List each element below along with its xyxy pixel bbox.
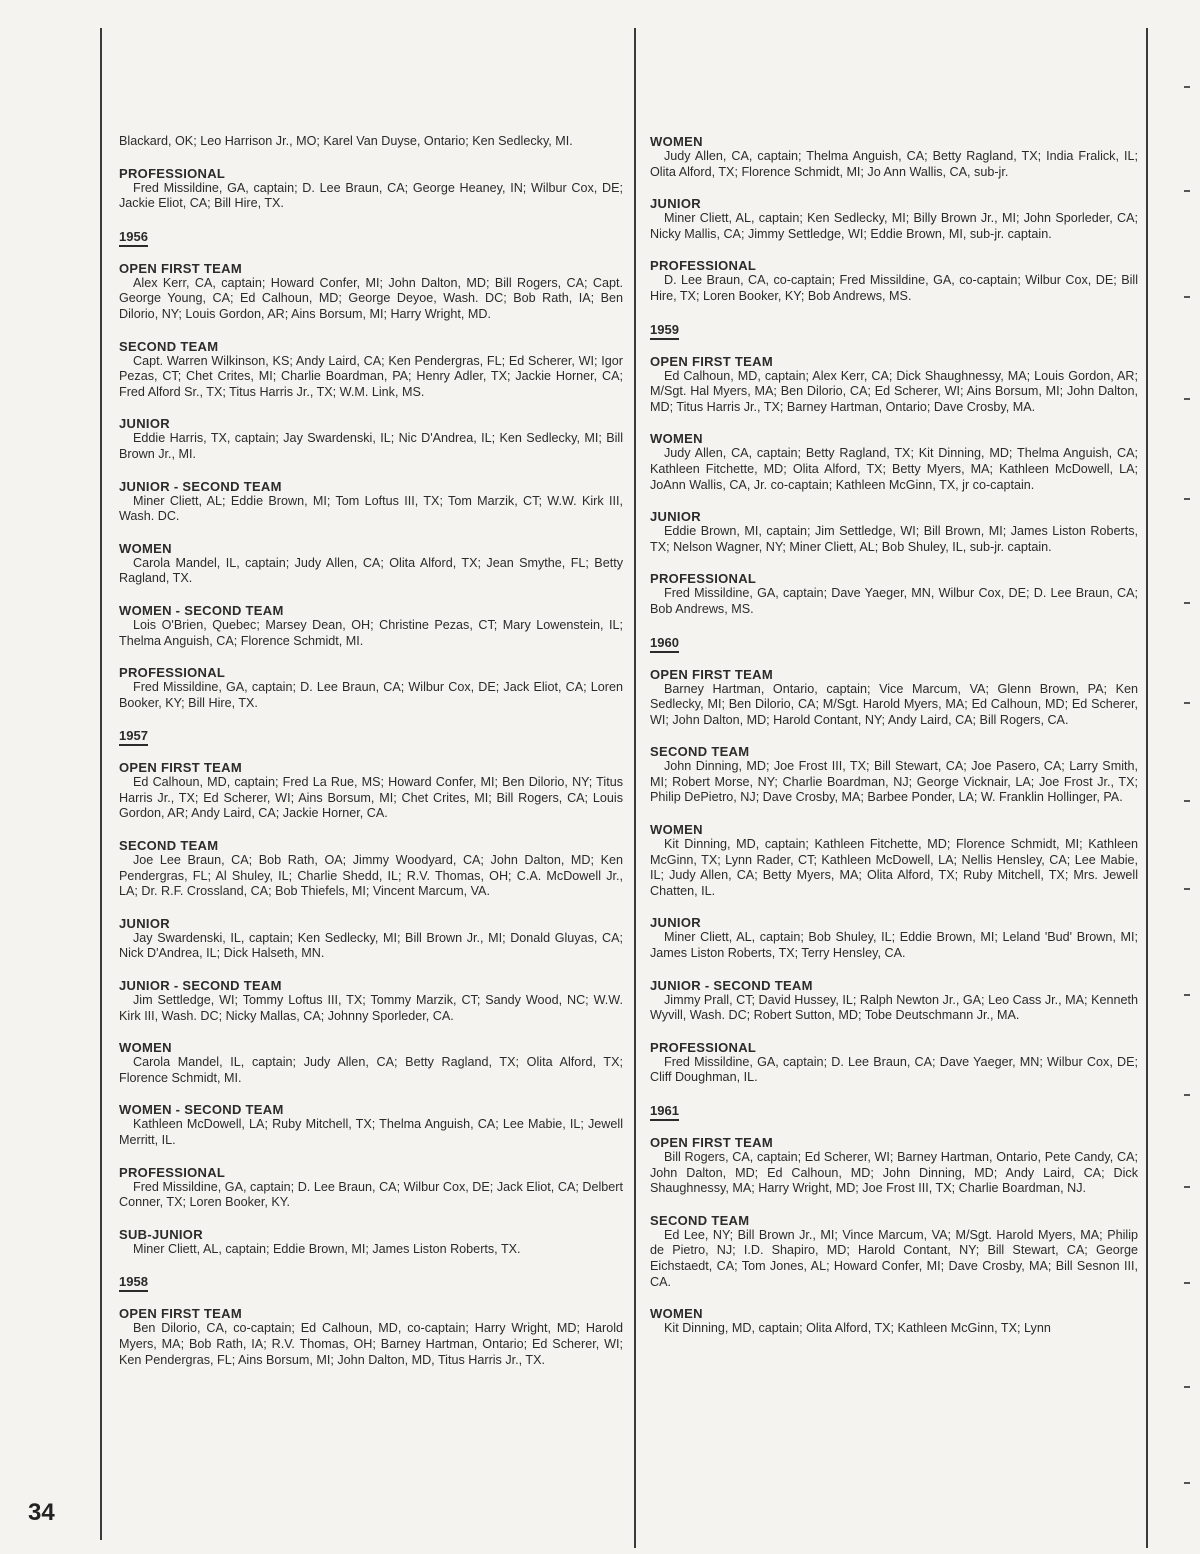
team-heading: SECOND TEAM — [119, 338, 219, 354]
team-roster: Miner Cliett, AL, captain; Bob Shuley, IL; Eddie Brown, MI; Leland 'Bud' Brown, MI; James Liston Roberts, TX; Terry Hensley, CA. — [650, 930, 1138, 961]
column-divider-rule — [634, 28, 636, 1548]
team-entry — [119, 416, 623, 462]
team-roster: John Dinning, MD; Joe Frost III, TX; Bill Stewart, CA; Joe Pasero, CA; Larry Smith, MI; Robert Morse, NY; Charlie Boardman, NJ; George Vicknair, LA; Joe Frost Jr., TX; Philip DePietro, NJ; Dave Crosby, MA; Barbee Ponder, LA; W. Franklin Hollinger, PA. — [650, 759, 1138, 805]
team-heading: PROFESSIONAL — [119, 1164, 226, 1180]
team-roster: Ed Lee, NY; Bill Brown Jr., MI; Vince Marcum, VA; M/Sgt. Harold Myers, MA; Philip de Pietro, NJ; I.D. Shapiro, MD; Harold Contant, NY; Bill Stewart, CA; George Eichstaedt, CA; Tom Jones, AL; Howard Confer, MI; Dave Crosby, MA; Bill Sesnon III, CA. — [650, 1227, 1138, 1289]
team-roster: Jimmy Prall, CT; David Hussey, IL; Ralph Newton Jr., GA; Leo Cass Jr., MA; Kenneth Wyvill, Wash. DC; Robert Sutton, MD; Tobe Deutschmann Jr., MA. — [650, 992, 1138, 1023]
team-roster: Jim Settledge, WI; Tommy Loftus III, TX; Tommy Marzik, CT; Sandy Wood, NC; W.W. Kirk III, Wash. DC; Nicky Mallas, CA; Johnny Sporleder, CA. — [119, 993, 623, 1023]
page-number: 34 — [28, 1499, 55, 1526]
year-section — [119, 727, 623, 760]
team-heading: SECOND TEAM — [119, 838, 219, 854]
team-entry — [650, 978, 1138, 1024]
team-entry — [650, 134, 1138, 180]
team-heading: WOMEN - SECOND TEAM — [119, 602, 284, 618]
edge-mark — [1184, 702, 1190, 704]
team-entry — [650, 431, 1138, 493]
year-heading: 1958 — [119, 1275, 148, 1292]
year-section — [119, 1273, 623, 1306]
team-heading: JUNIOR - SECOND TEAM — [650, 977, 813, 993]
team-roster: Eddie Harris, TX, captain; Jay Swardenski, IL; Nic D'Andrea, IL; Ken Sedlecky, MI; Bill Brown Jr., MI. — [119, 431, 623, 461]
team-entry — [650, 258, 1138, 304]
team-heading: WOMEN — [119, 1040, 172, 1056]
edge-mark — [1184, 1386, 1190, 1388]
team-entry — [119, 760, 623, 822]
team-entry — [119, 261, 623, 323]
right-column — [650, 134, 1138, 1353]
edge-mark — [1184, 1482, 1190, 1484]
team-heading: PROFESSIONAL — [650, 258, 757, 274]
edge-mark — [1184, 800, 1190, 802]
team-heading: WOMEN — [650, 1306, 703, 1322]
team-entry — [119, 838, 623, 900]
team-entry — [650, 196, 1138, 242]
team-entry — [650, 822, 1138, 899]
edge-mark — [1184, 1094, 1190, 1096]
team-roster: Alex Kerr, CA, captain; Howard Confer, MI; John Dalton, MD; Bill Rogers, CA; Capt. George Young, CA; Ed Calhoun, MD; George Deyoe, Wash. DC; Bob Rath, IA; Ben Dilorio, NY; Louis Gordon, AR; Ains Borsum, MI; Harry Wright, MD. — [119, 275, 623, 321]
team-heading: WOMEN - SECOND TEAM — [119, 1102, 284, 1118]
team-entry — [650, 915, 1138, 961]
team-entry — [119, 978, 623, 1024]
edge-mark — [1184, 86, 1190, 88]
team-roster: Lois O'Brien, Quebec; Marsey Dean, OH; Christine Pezas, CT; Mary Lowenstein, IL; Thelma Anguish, CA; Florence Schmidt, MI. — [119, 617, 623, 648]
year-heading: 1960 — [650, 636, 679, 653]
year-section — [650, 1102, 1138, 1135]
edge-mark — [1184, 1282, 1190, 1284]
right-margin-rule — [1146, 28, 1148, 1548]
team-roster: Barney Hartman, Ontario, captain; Vice Marcum, VA; Glenn Brown, PA; Ken Sedlecky, MI; Ben Dilorio, CA; M/Sgt. Harold Myers, MA; Ed Calhoun, MD; Ed Scherer, WI; John Dalton, MD; Harold Contant, NY; Andy Laird, CA; Bill Rogers, CA. — [650, 681, 1138, 727]
team-roster: Miner Cliett, AL, captain; Ken Sedlecky, MI; Billy Brown Jr., MI; John Sporleder, CA; Nicky Mallis, CA; Jimmy Settledge, WI; Eddie Brown, MI, sub-jr. captain. — [650, 211, 1138, 241]
team-heading: JUNIOR — [119, 915, 170, 931]
team-heading: WOMEN — [650, 822, 703, 838]
edge-mark — [1184, 296, 1190, 298]
team-roster: Judy Allen, CA, captain; Betty Ragland, TX; Kit Dinning, MD; Thelma Anguish, CA; Kathleen Fitchette, MD; Olita Alford, TX; Betty Myers, MA; Kathleen McDowell, LA; JoAnn Wallis, CA, Jr. co-captain; Kathleen McGinn, TX, jr co-captain. — [650, 446, 1138, 492]
team-roster: Kathleen McDowell, LA; Ruby Mitchell, TX; Thelma Anguish, CA; Lee Mabie, IL; Jewell Merritt, IL. — [119, 1117, 623, 1147]
team-roster: Fred Missildine, GA, captain; D. Lee Braun, CA; George Heaney, IN; Wilbur Cox, DE; Jackie Eliot, CA; Bill Hire, TX. — [119, 180, 623, 211]
left-column — [119, 134, 623, 1384]
team-heading: JUNIOR - SECOND TEAM — [119, 478, 282, 494]
team-entry — [650, 744, 1138, 806]
team-entry — [119, 339, 623, 401]
edge-mark — [1184, 1186, 1190, 1188]
team-entry — [119, 603, 623, 649]
team-entry — [650, 1306, 1138, 1337]
team-entry — [119, 916, 623, 962]
team-roster: D. Lee Braun, CA, co-captain; Fred Missildine, GA, co-captain; Wilbur Cox, DE; Bill Hire, TX; Loren Booker, KY; Bob Andrews, MS. — [650, 273, 1138, 303]
team-entry — [119, 541, 623, 587]
team-heading: JUNIOR — [119, 416, 170, 432]
team-roster: Eddie Brown, MI, captain; Jim Settledge, WI; Bill Brown, MI; James Liston Roberts, TX; Nelson Wagner, NY; Miner Cliett, AL; Bob Shuley, IL, sub-jr. captain. — [650, 524, 1138, 554]
team-roster: Capt. Warren Wilkinson, KS; Andy Laird, CA; Ken Pendergras, FL; Ed Scherer, WI; Igor Pezas, CT; Chet Crites, MI; Charlie Boardman, PA; Henry Adler, TX; Jackie Horner, CA; Fred Alford Sr., TX; Titus Harris Jr., TX; W.M. Link, MS. — [119, 353, 623, 399]
year-heading: 1959 — [650, 323, 679, 340]
team-heading: SUB-JUNIOR — [119, 1226, 203, 1242]
team-entry — [119, 1040, 623, 1086]
team-roster: Miner Cliett, AL; Eddie Brown, MI; Tom Loftus III, TX; Tom Marzik, CT; W.W. Kirk III, Wash. DC. — [119, 493, 623, 524]
team-entry — [650, 1213, 1138, 1290]
continued-text: Blackard, OK; Leo Harrison Jr., MO; Karel Van Duyse, Ontario; Ken Sedlecky, MI. — [119, 134, 573, 148]
team-roster: Bill Rogers, CA, captain; Ed Scherer, WI; Barney Hartman, Ontario, Pete Candy, CA; John Dalton, MD; Ed Calhoun, MD; John Dinning, MD; Andy Laird, CA; Dick Shaughnessy, MA; Harry Wright, MD; Joe Frost III, TX; Charlie Boardman, NJ. — [650, 1150, 1138, 1196]
team-heading: PROFESSIONAL — [650, 571, 757, 587]
team-roster: Carola Mandel, IL, captain; Judy Allen, CA; Betty Ragland, TX; Olita Alford, TX; Florence Schmidt, MI. — [119, 1055, 623, 1085]
team-heading: PROFESSIONAL — [650, 1039, 757, 1055]
team-heading: OPEN FIRST TEAM — [650, 353, 773, 369]
year-section — [119, 228, 623, 261]
team-entry — [650, 571, 1138, 617]
year-heading: 1957 — [119, 729, 148, 746]
edge-mark — [1184, 398, 1190, 400]
team-entry — [650, 1040, 1138, 1086]
edge-mark — [1184, 498, 1190, 500]
team-heading: WOMEN — [650, 134, 703, 149]
team-heading: WOMEN — [650, 431, 703, 447]
team-heading: JUNIOR — [650, 915, 701, 931]
team-heading: OPEN FIRST TEAM — [650, 666, 773, 682]
team-entry — [650, 509, 1138, 555]
team-heading: PROFESSIONAL — [119, 165, 226, 181]
team-roster: Kit Dinning, MD, captain; Olita Alford, TX; Kathleen McGinn, TX; Lynn — [664, 1321, 1051, 1336]
team-roster: Ben Dilorio, CA, co-captain; Ed Calhoun, MD, co-captain; Harry Wright, MD; Harold Myers, MA; Bob Rath, IA; R.V. Thomas, OH; Barney Hartman, Ontario; Ed Scherer, WI; Ken Pendergras, FL; Ains Borsum, MI; John Dalton, MD, Titus Harris Jr., TX. — [119, 1321, 623, 1367]
team-heading: JUNIOR - SECOND TEAM — [119, 978, 282, 994]
team-roster: Joe Lee Braun, CA; Bob Rath, OA; Jimmy Woodyard, CA; John Dalton, MD; Ken Pendergras, FL; Al Shuley, IL; Charlie Shedd, IL; R.V. Thomas, OH; C.A. McDowell Jr., LA; Dr. R.F. Crossland, CA; Bob Thiefels, MI; Vincent Marcum, VA. — [119, 853, 623, 899]
team-entry — [650, 1135, 1138, 1197]
left-margin-rule — [100, 28, 102, 1540]
team-heading: PROFESSIONAL — [119, 665, 226, 681]
year-heading: 1956 — [119, 230, 148, 247]
team-entry — [119, 479, 623, 525]
team-heading: SECOND TEAM — [650, 744, 750, 760]
year-section — [650, 634, 1138, 667]
team-entry — [119, 166, 623, 212]
team-heading: OPEN FIRST TEAM — [119, 260, 242, 276]
team-entry — [119, 1165, 623, 1211]
team-heading: OPEN FIRST TEAM — [119, 760, 242, 776]
team-heading: WOMEN — [119, 540, 172, 556]
team-roster: Ed Calhoun, MD, captain; Fred La Rue, MS; Howard Confer, MI; Ben Dilorio, NY; Titus Harris Jr., TX; Ed Scherer, WI; Ains Borsum, MI; Chet Crites, MI; Bill Rogers, CA; Louis Gordon, AR; Andy Laird, CA; Jackie Horner, CA. — [119, 775, 623, 821]
team-roster: Fred Missildine, GA, captain; D. Lee Braun, CA; Wilbur Cox, DE; Jack Eliot, CA; Delbert Conner, TX; Loren Booker, KY. — [119, 1179, 623, 1210]
team-roster: Ed Calhoun, MD, captain; Alex Kerr, CA; Dick Shaughnessy, MA; Louis Gordon, AR; M/Sgt. Hal Myers, MA; Ben Dilorio, CA; Ed Scherer, WI; Ains Borsum, MI; John Dalton, MD; Titus Harris Jr., TX; Barney Hartman, Ontario; Dave Crosby, MA. — [650, 368, 1138, 414]
edge-mark — [1184, 602, 1190, 604]
team-roster: Carola Mandel, IL, captain; Judy Allen, CA; Olita Alford, TX; Jean Smythe, FL; Betty Ragland, TX. — [119, 555, 623, 586]
team-roster: Fred Missildine, GA, captain; D. Lee Braun, CA; Dave Yaeger, MN; Wilbur Cox, DE; Cliff Doughman, IL. — [650, 1054, 1138, 1085]
team-heading: JUNIOR — [650, 509, 701, 525]
team-entry — [650, 667, 1138, 729]
edge-mark — [1184, 994, 1190, 996]
team-roster: Judy Allen, CA, captain; Thelma Anguish, CA; Betty Ragland, TX; India Fralick, IL; Olita Alford, TX; Florence Schmidt, MI; Jo Ann Wallis, CA, sub-jr. — [650, 149, 1138, 179]
team-heading: JUNIOR — [650, 196, 701, 212]
year-heading: 1961 — [650, 1104, 679, 1121]
edge-mark — [1184, 888, 1190, 890]
team-entry — [119, 1306, 623, 1368]
edge-mark — [1184, 190, 1190, 192]
team-entry — [119, 1102, 623, 1148]
year-section — [650, 321, 1138, 354]
team-roster: Kit Dinning, MD, captain; Kathleen Fitchette, MD; Florence Schmidt, MI; Kathleen McGinn, TX; Lynn Rader, CT; Kathleen McDowell, LA; Nellis Hensley, CA; Lee Mabie, IL; Judy Allen, CA; Betty Myers, MA; Olita Alford, TX; Ruby Mitchell, TX; Mrs. Jewell Chatten, IL. — [650, 837, 1138, 898]
team-entry — [119, 665, 623, 711]
team-roster: Fred Missildine, GA, captain; Dave Yaeger, MN, Wilbur Cox, DE; D. Lee Braun, CA; Bob Andrews, MS. — [650, 586, 1138, 616]
team-heading: OPEN FIRST TEAM — [650, 1135, 773, 1150]
team-roster: Miner Cliett, AL, captain; Eddie Brown, MI; James Liston Roberts, TX. — [133, 1241, 521, 1256]
team-heading: OPEN FIRST TEAM — [119, 1306, 242, 1322]
team-roster: Fred Missildine, GA, captain; D. Lee Braun, CA; Wilbur Cox, DE; Jack Eliot, CA; Loren Booker, KY; Bill Hire, TX. — [119, 680, 623, 710]
team-roster: Jay Swardenski, IL, captain; Ken Sedlecky, MI; Bill Brown Jr., MI; Donald Gluyas, CA; Nick D'Andrea, IL; Dick Halseth, MN. — [119, 930, 623, 961]
team-entry — [119, 1227, 623, 1258]
team-heading: SECOND TEAM — [650, 1212, 750, 1228]
team-entry — [650, 354, 1138, 416]
